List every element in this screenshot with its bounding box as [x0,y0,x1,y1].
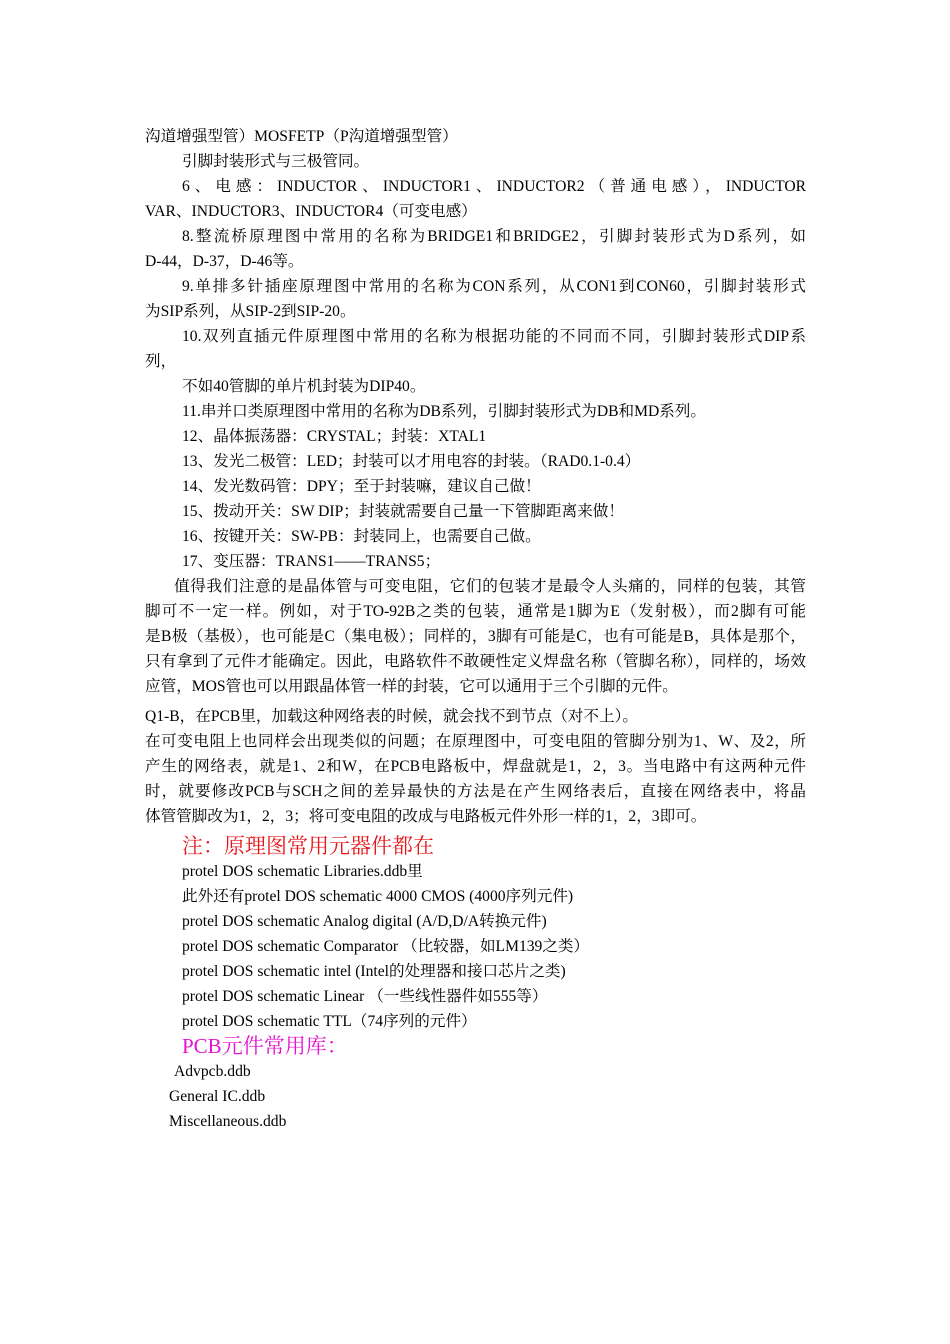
paragraph-transistor-line-1: 值得我们注意的是晶体管与可变电阻，它们的包装才是最令人头痛的，同样的包装，其管 [174,578,806,595]
text-line-pin-package: 引脚封装形式与三极管同。 [182,153,370,170]
text-line-db: 11.串并口类原理图中常用的名称为DB系列，引脚封装形式为DB和MD系列。 [182,403,706,420]
text-line-inductor-var: VAR、INDUCTOR3、INDUCTOR4（可变电感） [145,203,477,220]
text-line-dip40: 不如40管脚的单片机封装为DIP40。 [182,378,426,395]
text-line-dip-cont: 列， [145,353,177,370]
paragraph-transistor-line-3: 是B极（基极），也可能是C（集电极）；同样的，3脚有可能是C，也有可能是B，具体是那个， [145,628,806,645]
text-line-crystal: 12、晶体振荡器：CRYSTAL；封装：XTAL1 [182,428,487,445]
text-line-bridge: 8.整流桥原理图中常用的名称为BRIDGE1和BRIDGE2，引脚封装形式为D系列，如 [182,228,806,245]
paragraph-transistor-line-4: 只有拿到了元件才能确定。因此，电路软件不敢硬性定义焊盘名称（管脚名称），同样的，场效 [145,653,806,670]
paragraph-resistor-line-3: 时，就要修改PCB与SCH之间的差异最快的方法是在产生网络表后，直接在网络表中，将晶 [145,783,806,800]
text-line-sw-pb: 16、按键开关：SW-PB：封装同上，也需要自己做。 [182,528,541,545]
paragraph-resistor-line-2: 产生的网络表，就是1、2和W，在PCB电路板中，焊盘就是1，2，3。当电路中有这两种元件 [145,758,806,775]
paragraph-transistor-line-5: 应管，MOS管也可以用跟晶体管一样的封装，它可以通用于三个引脚的元件。 [145,678,678,695]
text-line-q1b: Q1-B，在PCB里，加载这种网络表的时候，就会找不到节点（对不上）。 [145,708,638,725]
pcb-library-general-ic: General IC.ddb [169,1088,266,1105]
note-heading: 注：原理图常用元器件都在 [182,834,434,858]
text-line-inductor: 6、电感：INDUCTOR、INDUCTOR1、INDUCTOR2（普通电感），INDUCTOR [182,178,806,195]
text-line-dpy: 14、发光数码管：DPY；至于封装嘛，建议自己做！ [182,478,541,495]
pcb-library-advpcb: Advpcb.ddb [174,1063,251,1080]
text-line-mosfet: 沟道增强型管）MOSFETP（P沟道增强型管） [145,128,458,145]
paragraph-transistor-line-2: 脚可不一定一样。例如，对于TO-92B之类的包装，通常是1脚为E（发射极），而2脚有可能 [145,603,806,620]
library-line-2: 此外还有protel DOS schematic 4000 CMOS (4000序列元件) [182,888,574,905]
text-line-dip: 10.双列直插元件原理图中常用的名称为根据功能的不同而不同，引脚封装形式DIP系 [182,328,806,345]
paragraph-resistor-line-1: 在可变电阻上也同样会出现类似的问题；在原理图中，可变电阻的管脚分别为1、W、及2，所 [145,733,806,750]
text-line-bridge-cont: D-44，D-37，D-46等。 [145,253,304,270]
library-line-1: protel DOS schematic Libraries.ddb里 [182,863,423,880]
text-line-led: 13、发光二极管：LED；封装可以才用电容的封装。（RAD0.1-0.4） [182,453,641,470]
text-line-sw-dip: 15、拨动开关：SW DIP；封装就需要自己量一下管脚距离来做！ [182,503,624,520]
text-line-trans: 17、变压器：TRANS1——TRANS5； [182,553,441,570]
text-line-con: 9.单排多针插座原理图中常用的名称为CON系列，从CON1到CON60，引脚封装形式 [182,278,806,295]
pcb-heading: PCB元件常用库： [182,1034,348,1058]
library-line-5: protel DOS schematic intel (Intel的处理器和接口芯片之类) [182,963,566,980]
library-line-7: protel DOS schematic TTL（74序列的元件） [182,1013,477,1030]
library-line-6: protel DOS schematic Linear （一些线性器件如555等） [182,988,548,1005]
paragraph-resistor-line-4: 体管管脚改为1，2，3；将可变电阻的改成与电路板元件外形一样的1，2，3即可。 [145,808,707,825]
library-line-3: protel DOS schematic Analog digital (A/D,D/A转换元件) [182,913,547,930]
text-line-con-cont: 为SIP系列，从SIP-2到SIP-20。 [145,303,356,320]
library-line-4: protel DOS schematic Comparator （比较器，如LM139之类） [182,938,590,955]
pcb-library-miscellaneous: Miscellaneous.ddb [169,1113,287,1130]
